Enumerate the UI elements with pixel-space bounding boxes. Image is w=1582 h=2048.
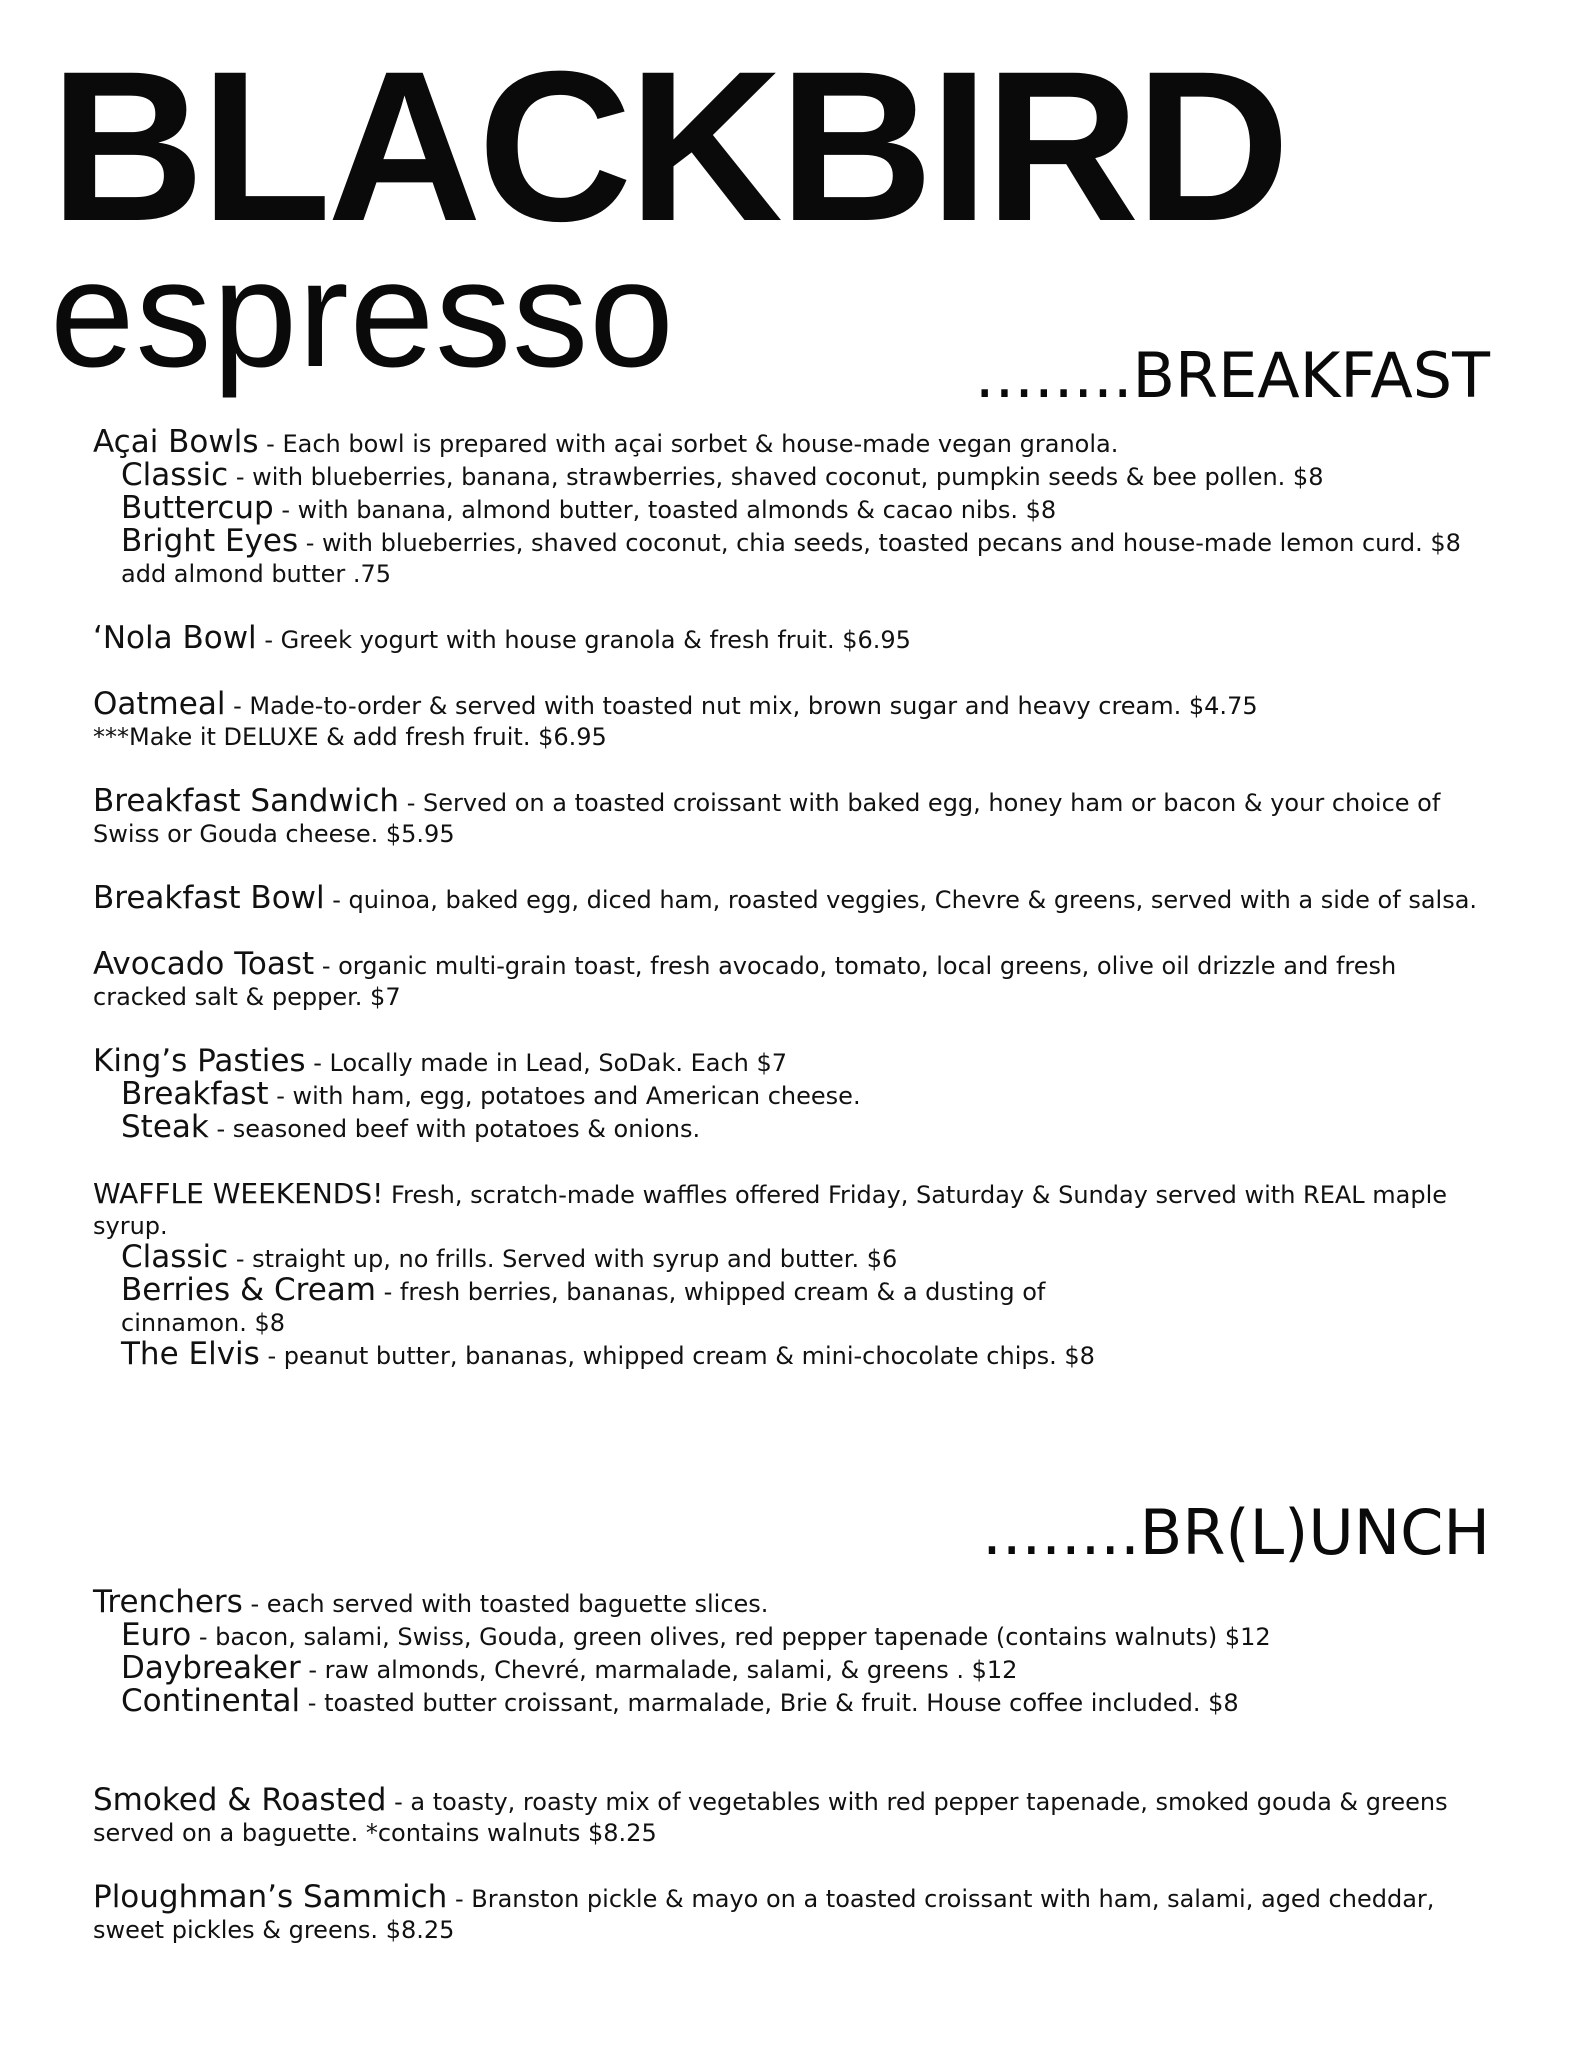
menu-item-kings-pasties xyxy=(93,1043,1493,1145)
sub-item-classic-waffle xyxy=(121,1239,1493,1275)
sub-item-name: Classic xyxy=(121,1239,229,1275)
item-name: Avocado Toast xyxy=(93,946,315,982)
sub-item-name: Classic xyxy=(121,457,229,493)
sub-item-desc: - with ham, egg, potatoes and American cheese. xyxy=(268,1082,861,1110)
item-desc: - a toasty, roasty mix of vegetables with red pepper tapenade, smoked gouda & greens served on a baguette. *contains walnuts $8.25 xyxy=(93,1788,1448,1847)
item-desc: - Served on a toasted croissant with baked egg, honey ham or bacon & your choice of Swiss or Gouda cheese. $5.95 xyxy=(93,789,1441,848)
menu-item-breakfast-sandwich xyxy=(93,783,1493,850)
sub-item-continental xyxy=(121,1683,1493,1719)
sub-item-steak xyxy=(121,1109,1493,1145)
menu-item-oatmeal xyxy=(93,686,1493,753)
item-desc: - quinoa, baked egg, diced ham, roasted veggies, Chevre & greens, served with a side of salsa. xyxy=(324,886,1478,914)
item-name: Breakfast Bowl xyxy=(93,880,325,916)
sub-item-breakfast xyxy=(121,1076,1493,1112)
menu-item-waffle-weekends xyxy=(93,1178,1493,1372)
menu-item-ploughmans-sammich xyxy=(93,1879,1493,1946)
sub-item-name: Steak xyxy=(121,1109,209,1145)
item-desc: - Branston pickle & mayo on a toasted croissant with ham, salami, aged cheddar, sweet pickles & greens. $8.25 xyxy=(93,1885,1435,1944)
menu-item-trenchers xyxy=(93,1584,1493,1719)
sub-item-name: Daybreaker xyxy=(121,1650,301,1686)
sub-item-desc: - with banana, almond butter, toasted almonds & cacao nibs. $8 xyxy=(273,496,1057,524)
item-name: ‘Nola Bowl xyxy=(93,620,257,656)
menu-item-nola-bowl xyxy=(93,620,1493,656)
menu-item-avocado-toast xyxy=(93,946,1493,1013)
sub-item-desc: - with blueberries, banana, strawberries, shaved coconut, pumpkin seeds & bee pollen. $8 xyxy=(228,463,1324,491)
item-desc: - Made-to-order & served with toasted nut mix, brown sugar and heavy cream. $4.75 xyxy=(225,692,1258,720)
sub-item-desc: - fresh berries, bananas, whipped cream & a dusting of cinnamon. $8 xyxy=(121,1278,1046,1337)
item-name: Smoked & Roasted xyxy=(93,1782,387,1818)
item-desc: Fresh, scratch-made waffles offered Friday, Saturday & Sunday served with REAL maple syrup. xyxy=(93,1181,1448,1240)
sub-item-classic xyxy=(121,457,1493,493)
item-desc: - each served with toasted baguette slices. xyxy=(242,1590,769,1618)
sub-item-desc: - with blueberries, shaved coconut, chia seeds, toasted pecans and house-made lemon curd. $8 add almond butter .75 xyxy=(121,529,1461,588)
sub-item-desc: - straight up, no frills. Served with syrup and butter. $6 xyxy=(228,1245,898,1273)
sub-item-name: Bright Eyes xyxy=(121,523,299,559)
sub-item-daybreaker xyxy=(121,1650,1493,1686)
sub-item-name: Breakfast xyxy=(121,1076,269,1112)
sub-item-desc: - peanut butter, bananas, whipped cream & mini-chocolate chips. $8 xyxy=(259,1342,1095,1370)
brand-subtitle: espresso xyxy=(50,229,675,399)
sub-item-name: Continental xyxy=(121,1683,301,1719)
menu-item-breakfast-bowl xyxy=(93,880,1493,916)
item-name: King’s Pasties xyxy=(93,1043,306,1079)
sub-item-desc: - seasoned beef with potatoes & onions. xyxy=(208,1115,701,1143)
sub-item-the-elvis xyxy=(121,1336,1493,1372)
sub-item-euro xyxy=(121,1617,1493,1653)
item-desc: - Locally made in Lead, SoDak. Each $7 xyxy=(305,1049,788,1077)
item-name: Breakfast Sandwich xyxy=(93,783,400,819)
sub-item-buttercup xyxy=(121,490,1493,526)
item-note: ***Make it DELUXE & add fresh fruit. $6.95 xyxy=(93,723,607,751)
menu-item-smoked-roasted xyxy=(93,1782,1493,1849)
sub-item-name: Berries & Cream xyxy=(121,1272,376,1308)
item-name: Açai Bowls xyxy=(93,424,259,460)
item-name: Trenchers xyxy=(93,1584,243,1620)
brunch-heading: ........BR(L)UNCH xyxy=(982,1496,1490,1569)
sub-item-name: Buttercup xyxy=(121,490,274,526)
sub-item-name: The Elvis xyxy=(121,1336,260,1372)
sub-item-desc: - raw almonds, Chevré, marmalade, salami, & greens . $12 xyxy=(300,1656,1018,1684)
item-desc: - Greek yogurt with house granola & fresh fruit. $6.95 xyxy=(256,626,911,654)
sub-item-bright-eyes xyxy=(121,523,1493,590)
item-name: Oatmeal xyxy=(93,686,226,722)
item-name: WAFFLE WEEKENDS! xyxy=(93,1177,384,1210)
breakfast-section xyxy=(93,424,1493,1405)
item-desc: - Each bowl is prepared with açai sorbet & house-made vegan granola. xyxy=(258,430,1119,458)
menu-item-acai-bowls xyxy=(93,424,1493,590)
item-desc: - organic multi-grain toast, fresh avocado, tomato, local greens, olive oil drizzle and fresh cracked salt & pepper. $7 xyxy=(93,952,1397,1011)
sub-item-desc: - toasted butter croissant, marmalade, Brie & fruit. House coffee included. $8 xyxy=(300,1689,1239,1717)
brunch-section xyxy=(93,1584,1493,1979)
breakfast-heading: ........BREAKFAST xyxy=(974,339,1490,412)
sub-item-name: Euro xyxy=(121,1617,192,1653)
brand-name: BLACKBIRD xyxy=(50,27,1286,266)
item-name: Ploughman’s Sammich xyxy=(93,1879,448,1915)
sub-item-desc: - bacon, salami, Swiss, Gouda, green olives, red pepper tapenade (contains walnuts) $12 xyxy=(191,1623,1271,1651)
sub-item-berries-cream xyxy=(121,1272,1121,1339)
